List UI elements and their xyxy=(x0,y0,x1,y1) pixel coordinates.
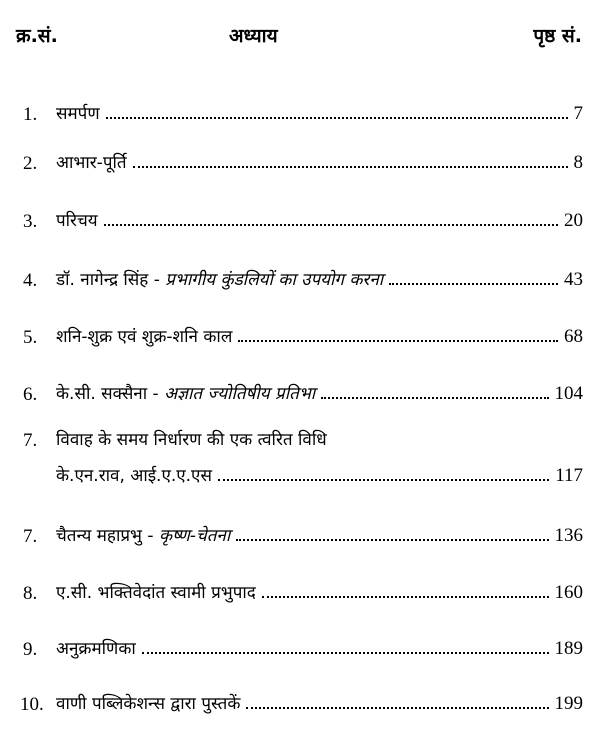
dot-leader xyxy=(262,595,549,598)
entry-number: 4. xyxy=(23,270,38,291)
toc-entry[interactable] xyxy=(0,575,600,609)
toc-entry[interactable] xyxy=(0,376,600,410)
toc-entry[interactable] xyxy=(0,518,600,552)
toc-entry[interactable] xyxy=(0,262,600,296)
page-column-heading: पृष्ठ सं. xyxy=(533,25,582,47)
entry-title: परिचय xyxy=(56,211,98,231)
entry-number: 8. xyxy=(23,583,38,604)
entry-page-number: 117 xyxy=(555,465,583,486)
entry-number: 9. xyxy=(23,639,38,660)
entry-page-number: 160 xyxy=(554,582,583,603)
toc-entry[interactable] xyxy=(0,432,600,492)
dot-leader xyxy=(142,651,549,654)
entry-number: 7. xyxy=(23,430,38,451)
toc-entry[interactable] xyxy=(0,145,600,179)
dot-leader xyxy=(321,396,548,399)
entry-number: 7. xyxy=(23,526,38,547)
entry-number: 1. xyxy=(23,104,38,125)
entry-title: वाणी पब्लिकेशन्स द्वारा पुस्तकें xyxy=(56,694,241,714)
toc-entry[interactable] xyxy=(0,203,600,237)
entry-title: के.सी. सक्सैना - अज्ञात ज्योतिषीय प्रतिभा xyxy=(56,384,316,404)
dot-leader xyxy=(106,116,568,119)
toc-header xyxy=(0,22,600,52)
entry-title: के.एन.राव, आई.ए.ए.एस xyxy=(56,466,212,486)
dot-leader xyxy=(246,706,548,709)
entry-number: 3. xyxy=(23,211,38,232)
entry-number: 10. xyxy=(20,694,44,715)
entry-page-number: 43 xyxy=(564,269,583,290)
chapter-column-heading: अध्याय xyxy=(229,25,278,47)
entry-page-number: 20 xyxy=(564,210,583,231)
entry-number: 5. xyxy=(23,327,38,348)
entry-title: आभार-पूर्ति xyxy=(56,153,127,173)
entry-title: अनुक्रमणिका xyxy=(56,639,136,659)
dot-leader xyxy=(389,282,558,285)
dot-leader xyxy=(238,339,558,342)
entry-title: समर्पण xyxy=(56,104,100,124)
entry-number: 2. xyxy=(23,153,38,174)
entry-title: डॉ. नागेन्द्र सिंह - प्रभागीय कुंडलियों का उपयोग करना xyxy=(56,270,384,290)
toc-entry[interactable] xyxy=(0,319,600,353)
number-column-heading: क्र.सं. xyxy=(16,25,58,47)
entry-page-number: 8 xyxy=(573,152,583,173)
toc-entry[interactable] xyxy=(0,686,600,720)
entry-page-number: 189 xyxy=(554,638,583,659)
entry-page-number: 104 xyxy=(554,383,583,404)
dot-leader xyxy=(104,223,558,226)
toc-entry[interactable] xyxy=(0,631,600,665)
toc-entry[interactable] xyxy=(0,96,600,130)
entry-page-number: 7 xyxy=(573,103,583,124)
entry-number: 6. xyxy=(23,384,38,405)
dot-leader xyxy=(218,478,549,481)
entry-title: शनि-शुक्र एवं शुक्र-शनि काल xyxy=(56,327,233,347)
entry-page-number: 199 xyxy=(554,693,583,714)
entry-title-line1: विवाह के समय निर्धारण की एक त्वरित विधि xyxy=(56,430,327,450)
dot-leader xyxy=(133,165,568,168)
entry-title: चैतन्य महाप्रभु - कृष्ण-चेतना xyxy=(56,526,231,546)
dot-leader xyxy=(236,538,548,541)
entry-title: ए.सी. भक्तिवेदांत स्वामी प्रभुपाद xyxy=(56,583,256,603)
entry-page-number: 68 xyxy=(564,326,583,347)
entry-page-number: 136 xyxy=(554,525,583,546)
